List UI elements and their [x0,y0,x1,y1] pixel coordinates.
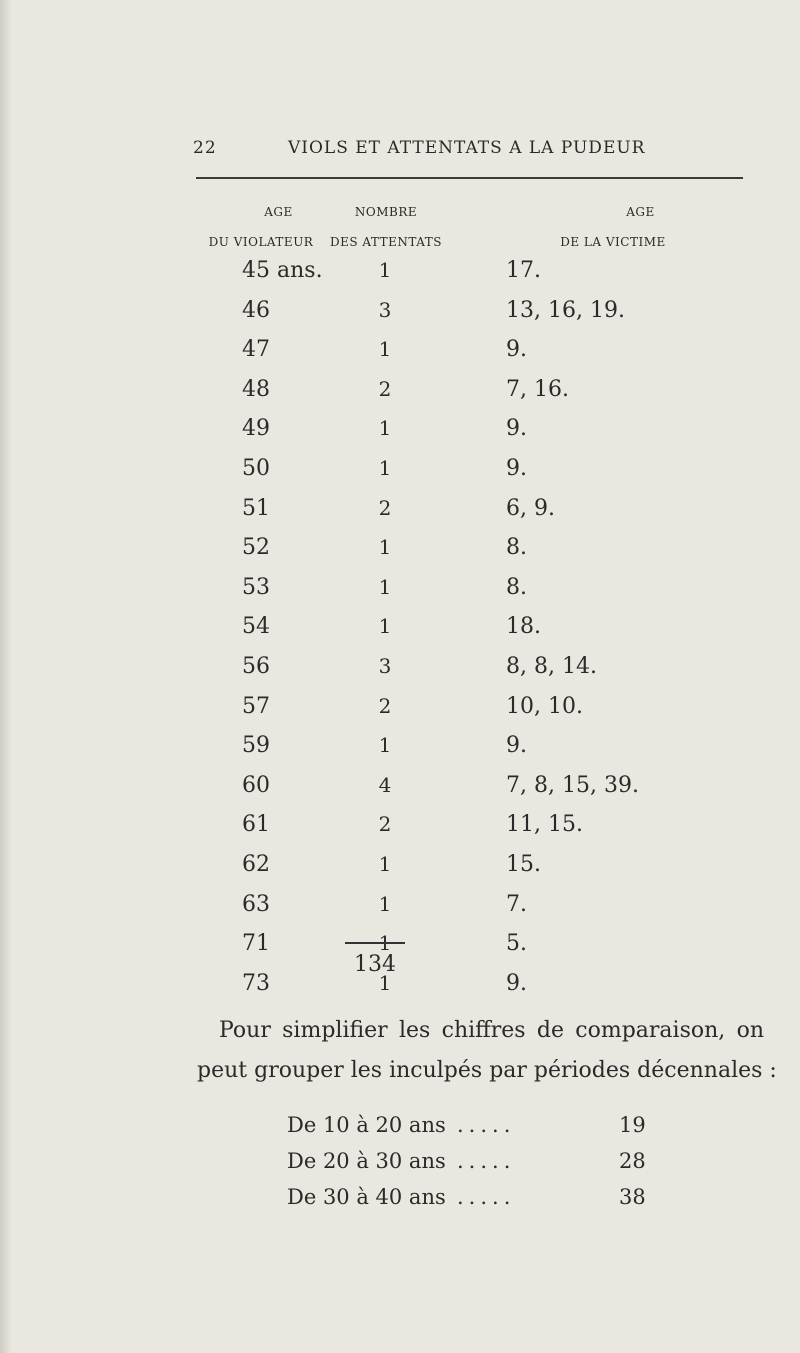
header-rule [196,177,743,179]
victim-ages-cell: 11, 15. [506,812,583,838]
count-cell: 1 [378,258,392,282]
column-header-offender-age [191,205,331,249]
period-row [287,1185,667,1221]
victim-ages-cell: 9. [506,337,527,363]
table-row [0,694,800,734]
victim-ages-cell: 7, 8, 15, 39. [506,772,639,798]
victim-ages-cell: 9. [506,416,527,442]
table-row [0,733,800,773]
table-body [0,258,800,1010]
offender-age-cell: 51 [242,495,270,521]
offender-age-cell: 48 [242,376,270,402]
column-header-line2: DU VIOLATEUR [208,235,314,249]
period-label: De 30 à 40 ans [287,1185,446,1209]
offender-age-cell: 73 [242,970,270,996]
table-row [0,377,800,417]
table-total: 134 [354,952,396,977]
table-row [0,654,800,694]
column-header-line2: DES ATTENTATS [330,235,442,249]
period-leader-dots: ..... [457,1113,516,1137]
count-cell: 2 [378,693,392,718]
page-number: 22 [193,138,217,158]
offender-age-cell: 56 [242,653,270,679]
victim-ages-cell: 7. [506,891,527,917]
offender-age-cell: 54 [242,614,270,640]
count-cell: 3 [378,297,392,322]
table-row [0,812,800,852]
count-cell: 1 [378,733,392,758]
victim-ages-cell: 6, 9. [506,495,555,521]
victim-ages-cell: 18. [506,614,541,640]
victim-ages-cell: 9. [506,455,527,481]
period-row [287,1113,667,1149]
count-cell: 1 [378,891,392,916]
count-cell: 2 [378,495,392,520]
count-cell: 2 [378,376,392,401]
offender-age-cell: 60 [242,772,270,798]
column-header-line1: NOMBRE [354,205,418,219]
table-row [0,575,800,615]
offender-age-cell: 45 ans. [242,258,323,283]
offender-age-cell: 57 [242,693,270,719]
sum-rule [345,942,405,944]
victim-ages-cell: 10, 10. [506,693,583,719]
count-cell: 1 [378,416,392,441]
count-cell: 1 [378,455,392,480]
column-header-line1: AGE [264,205,293,219]
victim-ages-cell: 15. [506,851,541,877]
table-row [0,535,800,575]
period-row [287,1149,667,1185]
victim-ages-cell: 8, 8, 14. [506,653,597,679]
offender-age-cell: 52 [242,535,270,561]
count-cell: 2 [378,812,392,837]
table-row [0,773,800,813]
offender-age-cell: 61 [242,812,270,838]
table-row [0,496,800,536]
table-row [0,456,800,496]
victim-ages-cell: 9. [506,970,527,996]
offender-age-cell: 62 [242,851,270,877]
victim-ages-cell: 9. [506,733,527,759]
table-row [0,416,800,456]
column-header-line2: DE LA VICTIME [560,235,666,249]
victim-ages-cell: 7, 16. [506,376,569,402]
offender-age-cell: 49 [242,416,270,442]
period-value: 28 [619,1149,646,1173]
period-value: 38 [619,1185,646,1209]
table-row [0,258,800,298]
body-paragraph [197,1011,777,1091]
table-row [0,337,800,377]
offender-age-cell: 59 [242,733,270,759]
count-cell: 1 [378,970,392,995]
period-leader-dots: ..... [457,1185,516,1209]
period-leader-dots: ..... [457,1149,516,1173]
paragraph-line: peut grouper les inculpés par périodes décennales : [197,1058,777,1083]
table-row [0,852,800,892]
paragraph-line: Pour simplifier les chiffres de comparaison, on [219,1018,764,1043]
offender-age-cell: 46 [242,297,270,323]
count-cell: 1 [378,574,392,599]
table-row [0,614,800,654]
victim-ages-cell: 13, 16, 19. [506,297,625,323]
period-label: De 10 à 20 ans [287,1113,446,1137]
offender-age-cell: 71 [242,931,270,957]
count-cell: 1 [378,535,392,560]
table-row [0,298,800,338]
victim-ages-cell: 8. [506,574,527,600]
period-value: 19 [619,1113,646,1137]
victim-ages-cell: 5. [506,931,527,957]
victim-ages-cell: 8. [506,535,527,561]
offender-age-cell: 63 [242,891,270,917]
offender-age-cell: 53 [242,574,270,600]
column-header-victim-age [538,205,688,249]
count-cell: 1 [378,614,392,639]
period-list [287,1113,667,1221]
count-cell: 1 [378,337,392,362]
column-header-line1: AGE [626,205,655,219]
victim-ages-cell: 17. [506,258,541,283]
count-cell: 3 [378,653,392,678]
period-label: De 20 à 30 ans [287,1149,446,1173]
count-cell: 4 [378,772,392,797]
column-header-count [316,205,456,249]
table-row [0,892,800,932]
offender-age-cell: 47 [242,337,270,363]
offender-age-cell: 50 [242,455,270,481]
count-cell: 1 [378,851,392,876]
running-title: VIOLS ET ATTENTATS A LA PUDEUR [288,138,646,158]
